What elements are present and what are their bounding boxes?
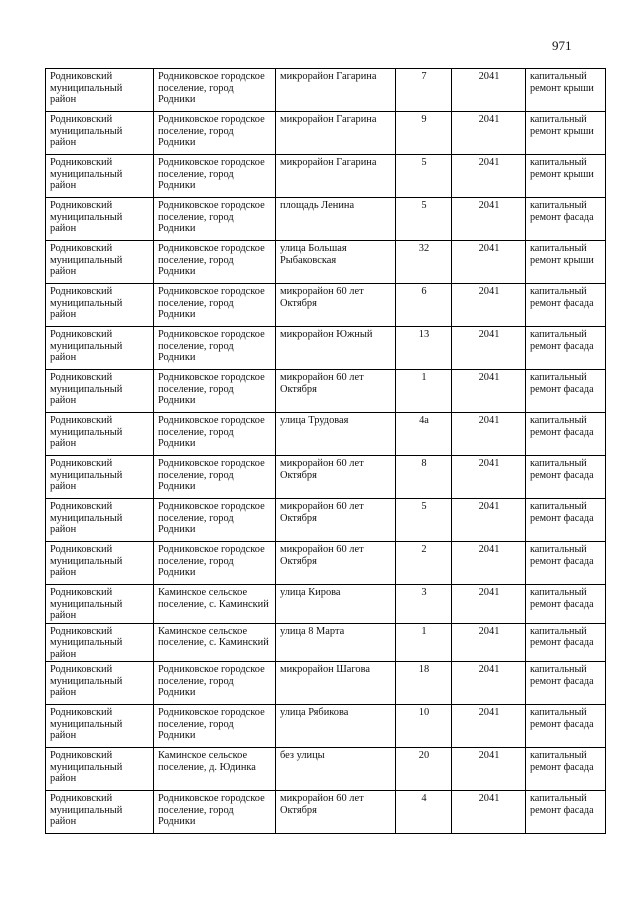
- house-number-cell: 4а: [396, 413, 452, 456]
- work-type-cell: капитальный ремонт фасада: [526, 585, 606, 624]
- year-cell: 2041: [452, 327, 526, 370]
- table-row: [46, 284, 606, 327]
- district-cell: Родниковский муниципальный район: [46, 69, 154, 112]
- settlement-cell: Родниковское городское поселение, город Родники: [154, 69, 276, 112]
- year-cell: 2041: [452, 284, 526, 327]
- table-row: [46, 241, 606, 284]
- table-row: [46, 112, 606, 155]
- work-type-cell: капитальный ремонт фасада: [526, 413, 606, 456]
- year-cell: 2041: [452, 791, 526, 834]
- street-cell: площадь Ленина: [276, 198, 396, 241]
- district-cell: Родниковский муниципальный район: [46, 585, 154, 624]
- house-number-cell: 7: [396, 69, 452, 112]
- street-cell: микрорайон 60 лет Октября: [276, 456, 396, 499]
- street-cell: улица Рябикова: [276, 705, 396, 748]
- year-cell: 2041: [452, 748, 526, 791]
- house-number-cell: 32: [396, 241, 452, 284]
- page-number: 971: [552, 38, 572, 53]
- work-type-cell: капитальный ремонт фасада: [526, 327, 606, 370]
- table-row: [46, 198, 606, 241]
- street-cell: микрорайон Южный: [276, 327, 396, 370]
- district-cell: Родниковский муниципальный район: [46, 327, 154, 370]
- house-number-cell: 20: [396, 748, 452, 791]
- street-cell: микрорайон 60 лет Октября: [276, 542, 396, 585]
- house-number-cell: 13: [396, 327, 452, 370]
- settlement-cell: Родниковское городское поселение, город Родники: [154, 499, 276, 542]
- repair-schedule-table: [45, 68, 606, 834]
- settlement-cell: Родниковское городское поселение, город Родники: [154, 198, 276, 241]
- street-cell: микрорайон 60 лет Октября: [276, 284, 396, 327]
- settlement-cell: Родниковское городское поселение, город Родники: [154, 241, 276, 284]
- house-number-cell: 9: [396, 112, 452, 155]
- district-cell: Родниковский муниципальный район: [46, 241, 154, 284]
- settlement-cell: Каминское сельское поселение, с. Каминский: [154, 585, 276, 624]
- work-type-cell: капитальный ремонт фасада: [526, 705, 606, 748]
- settlement-cell: Родниковское городское поселение, город Родники: [154, 370, 276, 413]
- table-row: [46, 155, 606, 198]
- year-cell: 2041: [452, 705, 526, 748]
- house-number-cell: 18: [396, 662, 452, 705]
- year-cell: 2041: [452, 241, 526, 284]
- house-number-cell: 1: [396, 623, 452, 662]
- district-cell: Родниковский муниципальный район: [46, 499, 154, 542]
- work-type-cell: капитальный ремонт фасада: [526, 370, 606, 413]
- table-row: [46, 542, 606, 585]
- work-type-cell: капитальный ремонт фасада: [526, 748, 606, 791]
- district-cell: Родниковский муниципальный район: [46, 112, 154, 155]
- house-number-cell: 2: [396, 542, 452, 585]
- work-type-cell: капитальный ремонт фасада: [526, 542, 606, 585]
- house-number-cell: 5: [396, 198, 452, 241]
- table-row: [46, 585, 606, 624]
- year-cell: 2041: [452, 662, 526, 705]
- street-cell: улица Большая Рыбаковская: [276, 241, 396, 284]
- year-cell: 2041: [452, 413, 526, 456]
- table-row: [46, 69, 606, 112]
- table-row: [46, 662, 606, 705]
- work-type-cell: капитальный ремонт крыши: [526, 155, 606, 198]
- year-cell: 2041: [452, 155, 526, 198]
- table-row: [46, 499, 606, 542]
- table-row: [46, 413, 606, 456]
- settlement-cell: Родниковское городское поселение, город Родники: [154, 112, 276, 155]
- table-row: [46, 370, 606, 413]
- house-number-cell: 3: [396, 585, 452, 624]
- settlement-cell: Родниковское городское поселение, город Родники: [154, 284, 276, 327]
- table-row: [46, 327, 606, 370]
- house-number-cell: 1: [396, 370, 452, 413]
- house-number-cell: 4: [396, 791, 452, 834]
- year-cell: 2041: [452, 69, 526, 112]
- district-cell: Родниковский муниципальный район: [46, 705, 154, 748]
- district-cell: Родниковский муниципальный район: [46, 284, 154, 327]
- year-cell: 2041: [452, 542, 526, 585]
- street-cell: микрорайон 60 лет Октября: [276, 791, 396, 834]
- work-type-cell: капитальный ремонт крыши: [526, 112, 606, 155]
- street-cell: микрорайон Гагарина: [276, 69, 396, 112]
- year-cell: 2041: [452, 499, 526, 542]
- settlement-cell: Родниковское городское поселение, город Родники: [154, 791, 276, 834]
- work-type-cell: капитальный ремонт фасада: [526, 198, 606, 241]
- district-cell: Родниковский муниципальный район: [46, 791, 154, 834]
- district-cell: Родниковский муниципальный район: [46, 198, 154, 241]
- work-type-cell: капитальный ремонт фасада: [526, 662, 606, 705]
- street-cell: микрорайон Гагарина: [276, 155, 396, 198]
- district-cell: Родниковский муниципальный район: [46, 155, 154, 198]
- street-cell: микрорайон Гагарина: [276, 112, 396, 155]
- settlement-cell: Каминское сельское поселение, д. Юдинка: [154, 748, 276, 791]
- settlement-cell: Родниковское городское поселение, город Родники: [154, 662, 276, 705]
- district-cell: Родниковский муниципальный район: [46, 748, 154, 791]
- year-cell: 2041: [452, 198, 526, 241]
- settlement-cell: Родниковское городское поселение, город Родники: [154, 413, 276, 456]
- district-cell: Родниковский муниципальный район: [46, 623, 154, 662]
- settlement-cell: Родниковское городское поселение, город Родники: [154, 456, 276, 499]
- year-cell: 2041: [452, 623, 526, 662]
- work-type-cell: капитальный ремонт фасада: [526, 456, 606, 499]
- work-type-cell: капитальный ремонт крыши: [526, 69, 606, 112]
- street-cell: микрорайон 60 лет Октября: [276, 499, 396, 542]
- house-number-cell: 10: [396, 705, 452, 748]
- street-cell: улица 8 Марта: [276, 623, 396, 662]
- settlement-cell: Родниковское городское поселение, город Родники: [154, 705, 276, 748]
- table-row: [46, 705, 606, 748]
- settlement-cell: Родниковское городское поселение, город Родники: [154, 327, 276, 370]
- table-row: [46, 791, 606, 834]
- district-cell: Родниковский муниципальный район: [46, 662, 154, 705]
- district-cell: Родниковский муниципальный район: [46, 413, 154, 456]
- house-number-cell: 8: [396, 456, 452, 499]
- street-cell: микрорайон Шагова: [276, 662, 396, 705]
- settlement-cell: Родниковское городское поселение, город Родники: [154, 542, 276, 585]
- work-type-cell: капитальный ремонт фасада: [526, 284, 606, 327]
- house-number-cell: 5: [396, 155, 452, 198]
- district-cell: Родниковский муниципальный район: [46, 456, 154, 499]
- table-row: [46, 456, 606, 499]
- settlement-cell: Родниковское городское поселение, город Родники: [154, 155, 276, 198]
- work-type-cell: капитальный ремонт фасада: [526, 623, 606, 662]
- house-number-cell: 5: [396, 499, 452, 542]
- street-cell: без улицы: [276, 748, 396, 791]
- table-row: [46, 748, 606, 791]
- work-type-cell: капитальный ремонт крыши: [526, 241, 606, 284]
- district-cell: Родниковский муниципальный район: [46, 542, 154, 585]
- district-cell: Родниковский муниципальный район: [46, 370, 154, 413]
- year-cell: 2041: [452, 370, 526, 413]
- street-cell: улица Трудовая: [276, 413, 396, 456]
- house-number-cell: 6: [396, 284, 452, 327]
- settlement-cell: Каминское сельское поселение, с. Каминский: [154, 623, 276, 662]
- street-cell: микрорайон 60 лет Октября: [276, 370, 396, 413]
- street-cell: улица Кирова: [276, 585, 396, 624]
- year-cell: 2041: [452, 456, 526, 499]
- work-type-cell: капитальный ремонт фасада: [526, 791, 606, 834]
- table-body: [46, 69, 606, 834]
- year-cell: 2041: [452, 112, 526, 155]
- year-cell: 2041: [452, 585, 526, 624]
- table-row: [46, 623, 606, 662]
- work-type-cell: капитальный ремонт фасада: [526, 499, 606, 542]
